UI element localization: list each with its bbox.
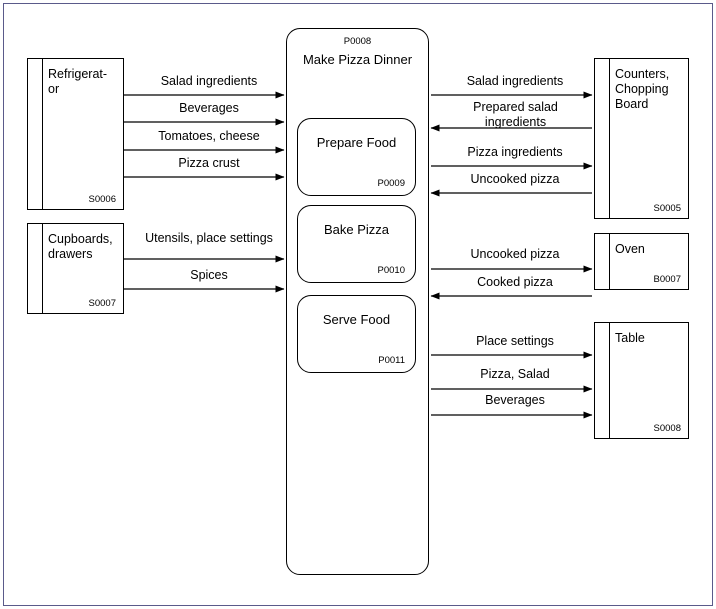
data-store-id: S0005 — [653, 203, 681, 214]
flow-label-beverages-from-fridge: Beverages — [179, 101, 239, 115]
process-prepare-food[interactable] — [297, 118, 416, 196]
data-store-label: Counters, Chopping Board — [615, 67, 670, 111]
store-divider — [609, 323, 610, 438]
flow-label-salad-ingredients-to-counters: Salad ingredients — [466, 74, 564, 88]
data-store-counters-chopping-board[interactable] — [594, 58, 689, 219]
data-store-cupboards-drawers[interactable] — [27, 223, 124, 314]
process-title: Bake Pizza — [323, 222, 390, 237]
data-store-id: S0006 — [88, 194, 116, 205]
flow-label-pizza-ingredients: Pizza ingredients — [467, 145, 563, 159]
data-store-table[interactable] — [594, 322, 689, 439]
data-store-id: S0008 — [653, 423, 681, 434]
data-store-label: Oven — [615, 242, 645, 256]
flow-label-utensils-place-settings — [140, 231, 278, 246]
flow-label-salad-ingredients-from-fridge: Salad ingredients — [160, 74, 258, 88]
process-id: P0008 — [343, 36, 372, 47]
flow-label-place-settings: Place settings — [476, 334, 554, 348]
process-bake-pizza[interactable] — [297, 205, 416, 283]
flow-label-text: Utensils, place settings — [145, 231, 273, 245]
flow-label-pizza-crust: Pizza crust — [178, 156, 240, 170]
store-divider — [42, 59, 43, 209]
flow-label-uncooked-pizza-to-counters: Uncooked pizza — [470, 172, 560, 186]
process-id: P0009 — [377, 178, 405, 189]
process-title: Make Pizza Dinner — [302, 52, 413, 67]
process-title: Prepare Food — [316, 135, 397, 150]
data-store-id: S0007 — [88, 298, 116, 309]
flow-label-pizza-salad: Pizza, Salad — [480, 367, 550, 381]
flow-label-uncooked-pizza-to-oven: Uncooked pizza — [470, 247, 560, 261]
store-divider — [609, 59, 610, 218]
flow-label-spices: Spices — [190, 268, 228, 282]
data-store-label: Table — [615, 331, 645, 345]
flow-label-text: Prepared salad ingredients — [473, 100, 558, 129]
process-serve-food[interactable] — [297, 295, 416, 373]
process-id: P0010 — [377, 265, 405, 276]
data-store-id: B0007 — [653, 274, 681, 285]
process-title: Serve Food — [322, 312, 391, 327]
flow-label-prepared-salad-ingredients — [443, 100, 588, 130]
flow-label-beverages-to-table: Beverages — [485, 393, 545, 407]
flow-label-cooked-pizza: Cooked pizza — [477, 275, 553, 289]
data-store-oven[interactable] — [594, 233, 689, 290]
data-store-label: Refrigerat- or — [48, 67, 108, 96]
store-divider — [609, 234, 610, 289]
store-divider — [42, 224, 43, 313]
data-store-label: Cupboards, drawers — [48, 232, 113, 261]
flow-label-tomatoes-cheese: Tomatoes, cheese — [158, 129, 260, 143]
data-store-refrigerator[interactable] — [27, 58, 124, 210]
process-id: P0011 — [378, 355, 405, 366]
